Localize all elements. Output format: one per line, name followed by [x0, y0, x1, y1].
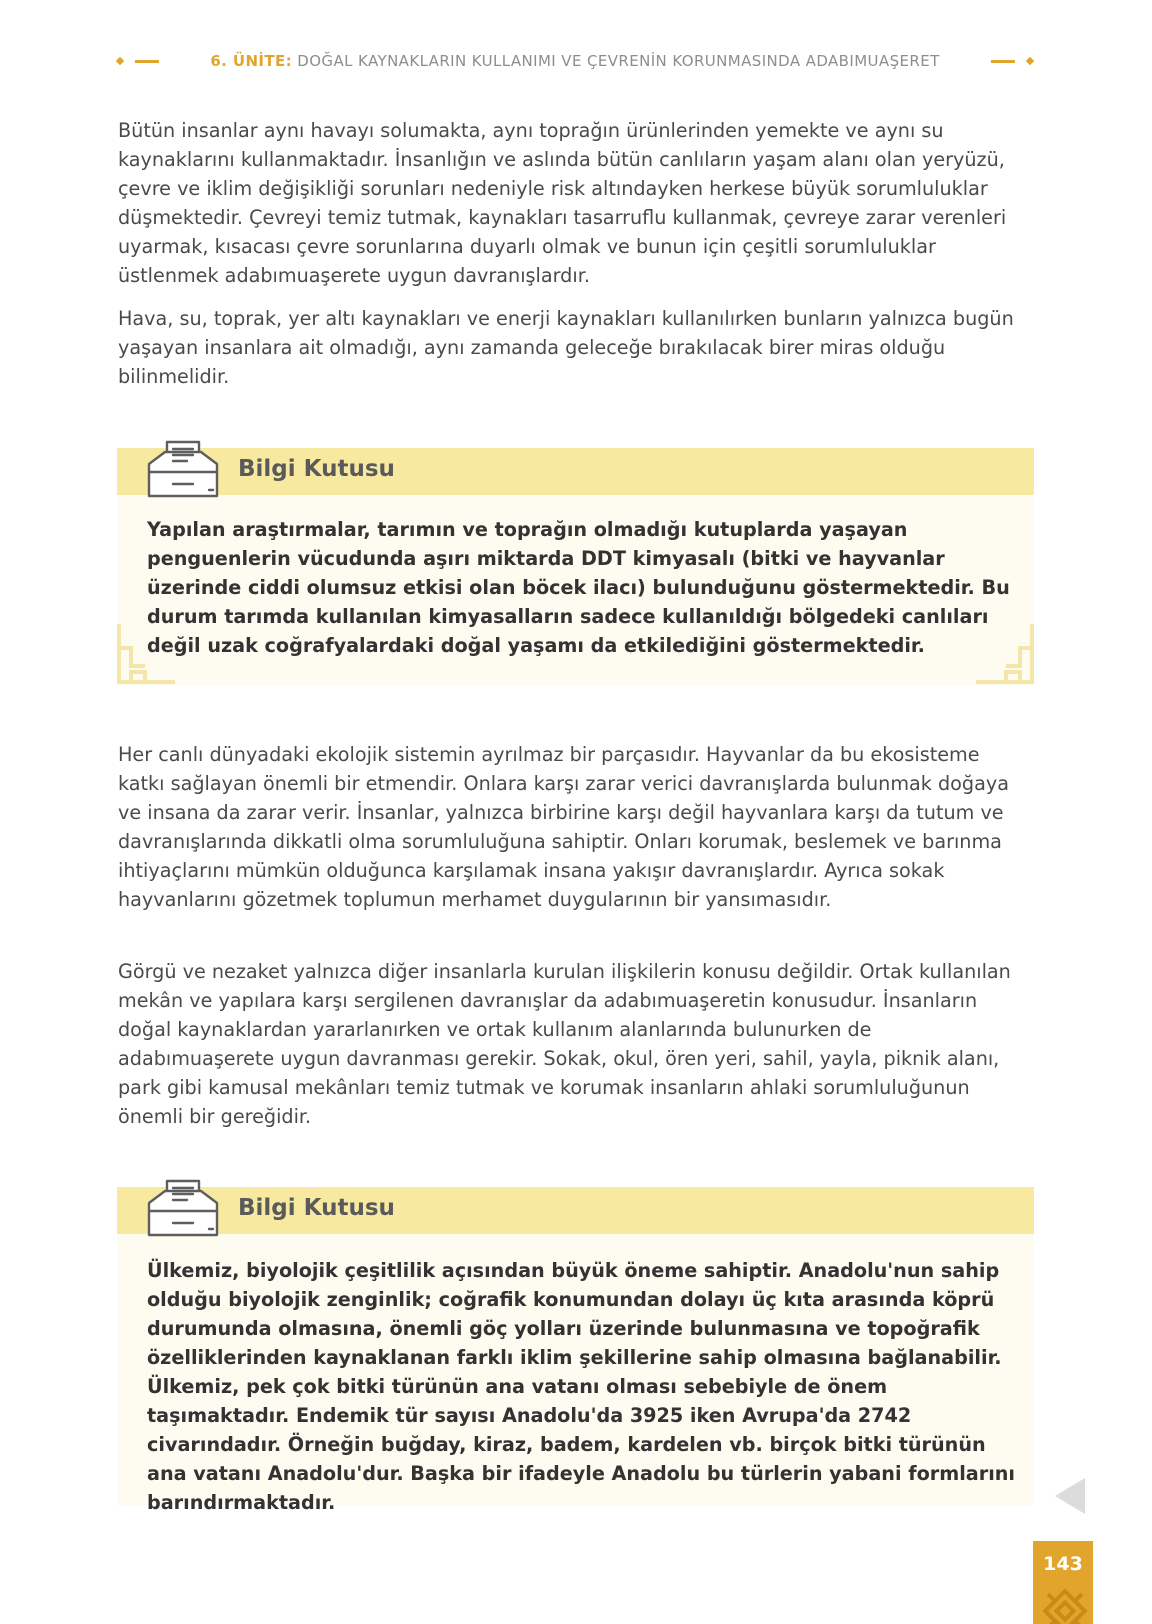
- knot-ornament-icon: [1037, 1583, 1093, 1624]
- inbox-tray-icon: [145, 1177, 221, 1239]
- page-number-tab: [1033, 1541, 1093, 1624]
- unit-title: DOĞAL KAYNAKLARIN KULLANIMI VE ÇEVRENİN KORUNMASINDA ADABIMUAŞERET: [297, 52, 940, 70]
- body-paragraph-3: Her canlı dünyadaki ekolojik sistemin ayrılmaz bir parçasıdır. Hayvanlar da bu ekosisteme katkı sağlayan önemli bir etmendir. Onlara karşı zarar verici davranışlarda bulunmak doğaya ve insana da zarar verir. İnsanlar, yalnızca birbirine karşı değil hayvanlara karşı da tutum ve davranışlarında dikkatli olma sorumluluğuna sahiptir. Onları korumak, beslemek ve barınma ihtiyaçlarını mümkün olduğunca karşılamak insana yakışır davranışlardır. Ayrıca sokak hayvanlarını gözetmek toplumun merhamet duygularının bir yansımasıdır.: [118, 743, 1009, 911]
- body-paragraph-4: Görgü ve nezaket yalnızca diğer insanlarla kurulan ilişkilerin konusu değildir. Ortak kullanılan mekân ve yapılara karşı sergilenen davranışlar da adabımuaşeretin konusudur. İnsanların doğal kaynaklardan yararlanırken ve ortak kullanım alanlarında bulunurken de adabımuaşerete uygun davranması gerekir. Sokak, okul, ören yeri, sahil, yayla, piknik alanı, park gibi kamusal mekânları temiz tutmak ve korumak insanların ahlaki sorumluluğunun önemli bir gereğidir.: [118, 960, 1011, 1128]
- unit-label: 6. ÜNİTE:: [210, 52, 293, 70]
- info-box-text: Ülkemiz, biyolojik çeşitlilik açısından büyük öneme sahiptir. Anadolu'nun sahip olduğu biyolojik zenginlik; coğrafik konumundan dolayı üç kıta arasında köprü durumunda olmasına, önemli göç yolları üzerinde bulunmasına ve topoğrafik özelliklerinden kaynaklanan farklı iklim şekillerine sahip olmasına bağlanabilir. Ülkemiz, pek çok bitki türünün ana vatanı olması sebebiyle de önem taşımaktadır. Endemik tür sayısı Anadolu'da 3925 iken Avrupa'da 2742 civarındadır. Örneğin buğday, kiraz, badem, kardelen vb. birçok bitki türünün ana vatanı Anadolu'dur. Başka bir ifadeyle Anadolu bu türlerin yabani formlarını barındırmaktadır.: [147, 1259, 1016, 1514]
- triangle-left-icon[interactable]: [1055, 1478, 1085, 1514]
- page-header: [117, 48, 1033, 74]
- header-right-decoration: [991, 58, 1033, 64]
- body-paragraph-1: Bütün insanlar aynı havayı solumakta, aynı toprağın ürünlerinden yemekte ve aynı su kaynaklarını kullanmaktadır. İnsanlığın ve aslında bütün canlıların yaşam alanı olan yeryüzü, çevre ve iklim değişikliği sorunları nedeniyle risk altındayken herkese büyük sorumluluklar düşmektedir. Çevreyi temiz tutmak, kaynakları tasarruflu kullanmak, çevreye zarar verenleri uyarmak, kısacası çevre sorunlarına duyarlı olmak ve bunun için çeşitli sorumluluklar üstlenmek adabımuaşerete uygun davranışlardır.: [118, 119, 1007, 287]
- info-box-2: [117, 1187, 1034, 1514]
- page-number: 143: [1043, 1553, 1083, 1575]
- corner-ornament-left: [117, 624, 177, 686]
- info-box-1: [117, 448, 1034, 685]
- header-title: [210, 52, 939, 70]
- inbox-tray-icon: [145, 438, 221, 500]
- info-box-title: Bilgi Kutusu: [238, 1195, 395, 1221]
- info-box-title: Bilgi Kutusu: [238, 456, 395, 482]
- body-paragraph-2: Hava, su, toprak, yer altı kaynakları ve enerji kaynakları kullanılırken bunların yalnızca bugün yaşayan insanlara ait olmadığı, aynı zamanda geleceğe bırakılacak birer miras olduğu bilinmelidir.: [118, 307, 1014, 388]
- header-left-decoration: [117, 58, 159, 64]
- info-box-text: Yapılan araştırmalar, tarımın ve toprağın olmadığı kutuplarda yaşayan penguenlerin vücudunda aşırı miktarda DDT kimyasalı (bitki ve hayvanlar üzerinde ciddi olumsuz etkisi olan böcek ilacı) bulunduğunu göstermektedir. Bu durum tarımda kullanılan kimyasalların sadece kullanıldığı bölgedeki canlıları değil uzak coğrafyalardaki doğal yaşamı da etkilediğini göstermektedir.: [147, 518, 1010, 657]
- corner-ornament-right: [974, 624, 1034, 686]
